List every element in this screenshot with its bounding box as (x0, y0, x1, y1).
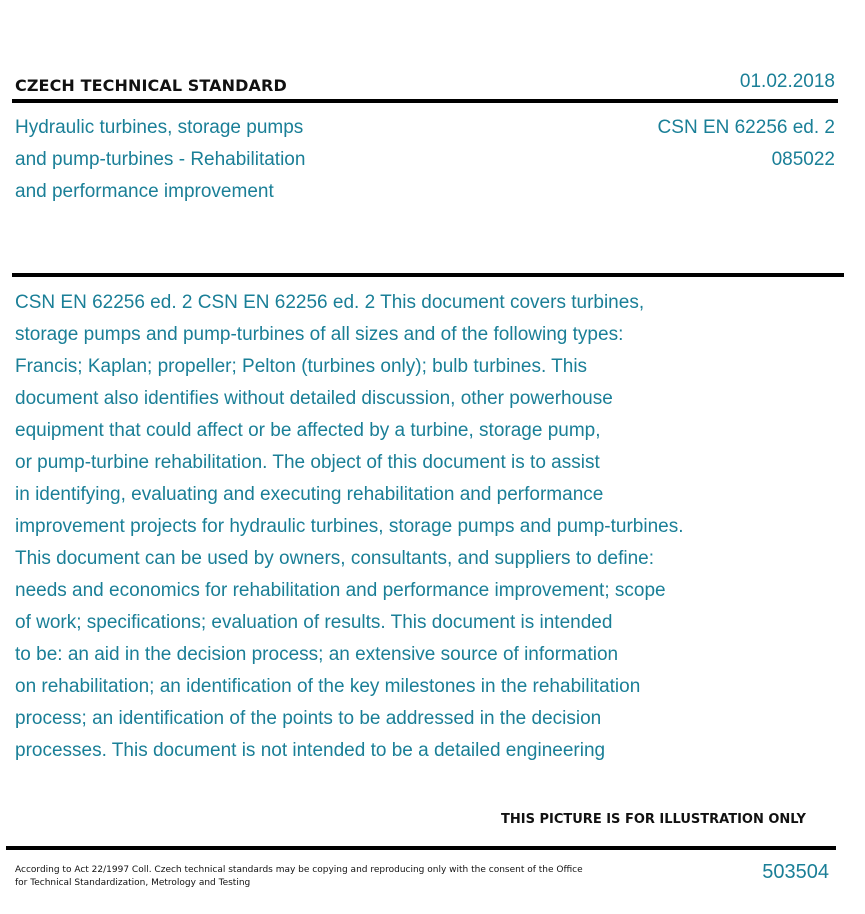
abstract-line: of work; specifications; evaluation of results. This document is intended (15, 612, 613, 633)
abstract-line: document also identifies without detailed discussion, other powerhouse (15, 388, 613, 409)
abstract-line: in identifying, evaluating and executing rehabilitation and performance (15, 484, 604, 505)
footer-divider (6, 846, 836, 850)
abstract-text (15, 287, 815, 767)
abstract-line: equipment that could affect or be affected by a turbine, storage pump, (15, 420, 601, 441)
standard-title-line: Hydraulic turbines, storage pumps (15, 117, 304, 138)
standard-code: CSN EN 62256 ed. 2 (657, 117, 835, 138)
standard-title-line: and pump-turbines - Rehabilitation (15, 149, 306, 170)
abstract-line: This document can be used by owners, consultants, and suppliers to define: (15, 548, 654, 569)
document-type-label: CZECH TECHNICAL STANDARD (15, 76, 287, 95)
publication-date: 01.02.2018 (739, 71, 835, 92)
abstract-line: or pump-turbine rehabilitation. The object of this document is to assist (15, 452, 600, 473)
abstract-line: CSN EN 62256 ed. 2 CSN EN 62256 ed. 2 This document covers turbines, (15, 292, 645, 313)
header-divider (12, 99, 838, 103)
abstract-line: improvement projects for hydraulic turbines, storage pumps and pump-turbines. (15, 516, 684, 537)
standard-title-line: and performance improvement (15, 181, 274, 202)
illustration-disclaimer: THIS PICTURE IS FOR ILLUSTRATION ONLY (501, 812, 806, 827)
copyright-notice-line: for Technical Standardization, Metrology and Testing (15, 878, 251, 888)
abstract-line: Francis; Kaplan; propeller; Pelton (turbines only); bulb turbines. This (15, 356, 588, 377)
title-divider (12, 273, 844, 277)
copyright-notice-line: According to Act 22/1997 Coll. Czech technical standards may be copying and reproducing only with the consent of the Office (15, 865, 583, 875)
abstract-line: on rehabilitation; an identification of the key milestones in the rehabilitation (15, 676, 641, 697)
copyright-notice (15, 864, 583, 890)
abstract-line: processes. This document is not intended to be a detailed engineering (15, 740, 606, 761)
abstract-line: storage pumps and pump-turbines of all sizes and of the following types: (15, 324, 624, 345)
document-id-number: 503504 (762, 861, 829, 883)
abstract-line: to be: an aid in the decision process; an extensive source of information (15, 644, 619, 665)
classification-number: 085022 (771, 149, 835, 170)
abstract-line: process; an identification of the points to be addressed in the decision (15, 708, 602, 729)
abstract-line: needs and economics for rehabilitation and performance improvement; scope (15, 580, 666, 601)
